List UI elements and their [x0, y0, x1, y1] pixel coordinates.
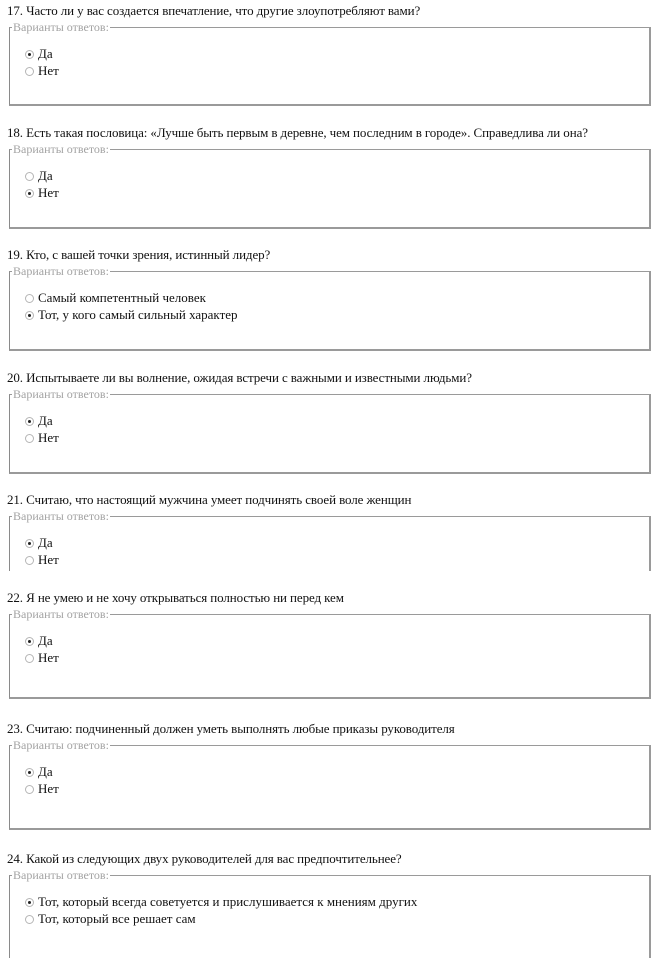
radio-button-selected[interactable]	[25, 311, 34, 320]
fieldset-legend: Варианты ответов:	[13, 868, 109, 882]
option-label: Да	[38, 764, 53, 779]
option-da[interactable]	[25, 535, 53, 551]
option-da[interactable]	[25, 46, 53, 62]
fieldset-legend: Варианты ответов:	[13, 738, 109, 752]
option-da[interactable]	[25, 168, 53, 184]
radio-button[interactable]	[25, 434, 34, 443]
option-net[interactable]	[25, 650, 59, 666]
option-da[interactable]	[25, 764, 53, 780]
fieldset-legend: Варианты ответов:	[13, 142, 109, 156]
option-label: Тот, который все решает сам	[38, 911, 196, 926]
question-title: 17. Часто ли у вас создается впечатление, что другие злоупотребляют вами?	[7, 3, 421, 18]
option-label: Нет	[38, 430, 59, 445]
option-label: Тот, у кого самый сильный характер	[38, 307, 238, 322]
radio-button-selected[interactable]	[25, 50, 34, 59]
option-label: Нет	[38, 63, 59, 78]
option-label: Нет	[38, 781, 59, 796]
option-strongest-character[interactable]	[25, 307, 238, 323]
question-title: 23. Считаю: подчиненный должен уметь выполнять любые приказы руководителя	[7, 721, 455, 736]
option-net[interactable]	[25, 781, 59, 797]
radio-button-selected[interactable]	[25, 417, 34, 426]
option-always-consults[interactable]	[25, 894, 417, 910]
answer-options-fieldset	[9, 738, 651, 830]
question-title: 19. Кто, с вашей точки зрения, истинный лидер?	[7, 247, 271, 262]
answer-options-fieldset	[9, 509, 651, 571]
option-label: Да	[38, 168, 53, 183]
answer-options-fieldset	[9, 387, 651, 474]
answer-options-fieldset	[9, 607, 651, 699]
radio-button-selected[interactable]	[25, 898, 34, 907]
option-label: Да	[38, 46, 53, 61]
radio-button[interactable]	[25, 172, 34, 181]
radio-button[interactable]	[25, 915, 34, 924]
radio-button[interactable]	[25, 654, 34, 663]
answer-options-fieldset	[9, 20, 651, 106]
option-label: Да	[38, 535, 53, 550]
question-title: 22. Я не умею и не хочу открываться полностью ни перед кем	[7, 590, 344, 605]
fieldset-legend: Варианты ответов:	[13, 387, 109, 401]
answer-options-fieldset	[9, 142, 651, 229]
question-title: 18. Есть такая пословица: «Лучше быть первым в деревне, чем последним в городе». Справедлива ли она?	[7, 125, 588, 140]
question-title: 21. Считаю, что настоящий мужчина умеет подчинять своей воле женщин	[7, 492, 412, 507]
radio-button[interactable]	[25, 67, 34, 76]
fieldset-legend: Варианты ответов:	[13, 607, 109, 621]
question-title: 24. Какой из следующих двух руководителей для вас предпочтительнее?	[7, 851, 402, 866]
question-title: 20. Испытываете ли вы волнение, ожидая встречи с важными и известными людьми?	[7, 370, 472, 385]
option-label: Нет	[38, 650, 59, 665]
radio-button-selected[interactable]	[25, 768, 34, 777]
option-net[interactable]	[25, 430, 59, 446]
option-label: Нет	[38, 552, 59, 567]
option-most-competent[interactable]	[25, 290, 206, 306]
answer-options-fieldset	[9, 868, 651, 958]
option-da[interactable]	[25, 413, 53, 429]
option-da[interactable]	[25, 633, 53, 649]
option-label: Самый компетентный человек	[38, 290, 206, 305]
option-decides-alone[interactable]	[25, 911, 196, 927]
option-net[interactable]	[25, 63, 59, 79]
fieldset-legend: Варианты ответов:	[13, 509, 109, 523]
option-label: Да	[38, 633, 53, 648]
fieldset-legend: Варианты ответов:	[13, 264, 109, 278]
option-label: Нет	[38, 185, 59, 200]
radio-button-selected[interactable]	[25, 189, 34, 198]
answer-options-fieldset	[9, 264, 651, 351]
radio-button-selected[interactable]	[25, 539, 34, 548]
radio-button[interactable]	[25, 556, 34, 565]
option-net[interactable]	[25, 552, 59, 568]
option-label: Тот, который всегда советуется и прислушивается к мнениям других	[38, 894, 418, 909]
fieldset-legend: Варианты ответов:	[13, 20, 109, 34]
radio-button[interactable]	[25, 294, 34, 303]
option-label: Да	[38, 413, 53, 428]
option-net[interactable]	[25, 185, 59, 201]
radio-button[interactable]	[25, 785, 34, 794]
radio-button-selected[interactable]	[25, 637, 34, 646]
